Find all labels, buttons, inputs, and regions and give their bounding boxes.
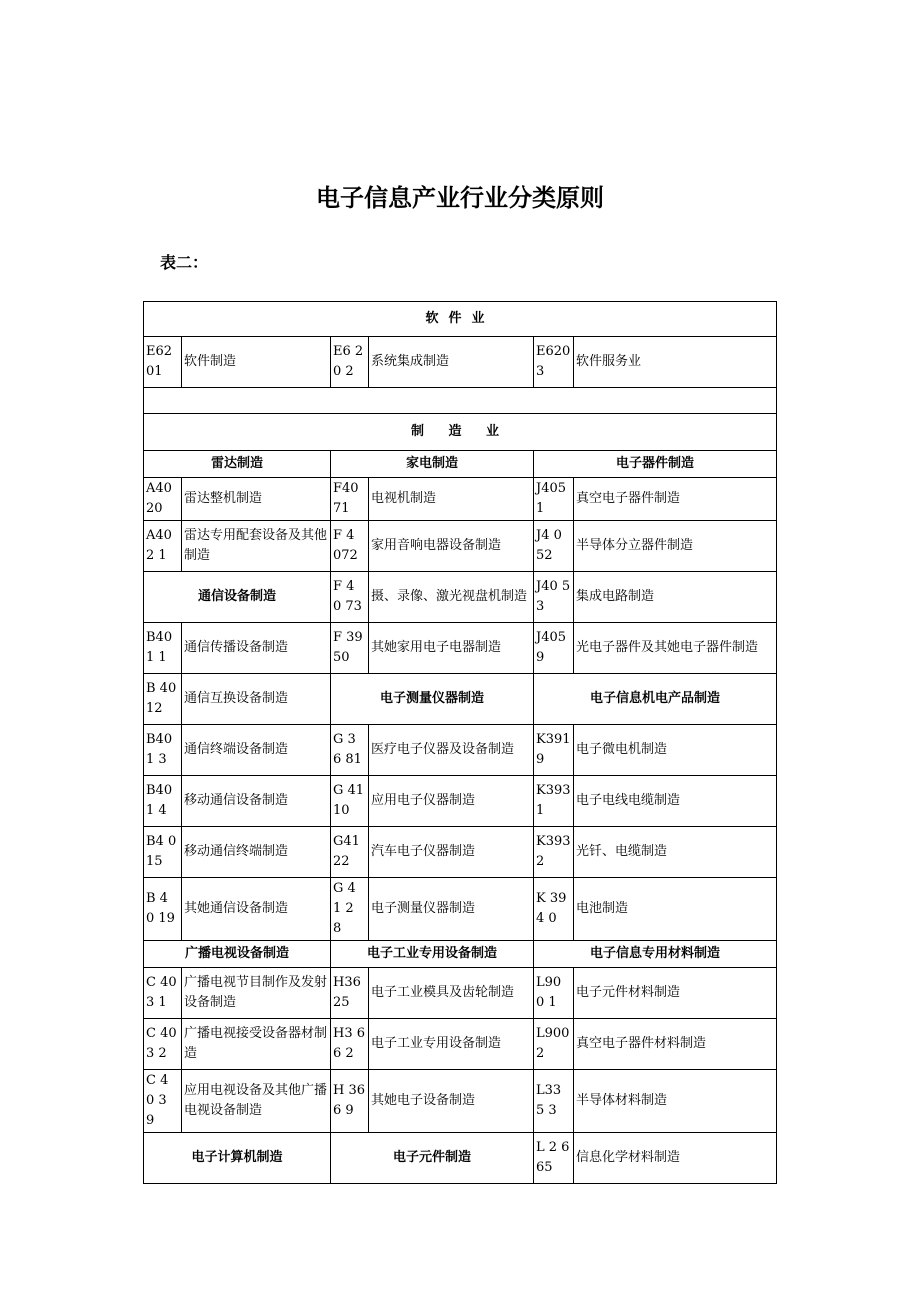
industry-code: J4 0 52 [534,521,574,572]
industry-name: 移动通信终端制造 [182,827,331,878]
table-row [144,521,777,572]
industry-name: 电子电线电缆制造 [574,776,777,827]
industry-code: J405 9 [534,623,574,674]
industry-name: 广播电视节目制作及发射设备制造 [182,968,331,1019]
industry-code: G 4110 [331,776,369,827]
industry-name: 电子工业专用设备制造 [369,1019,534,1070]
table-row [144,674,777,725]
industry-name: 软件服务业 [574,337,777,388]
industry-code: F 4 072 [331,521,369,572]
section-header-manufacturing: 制 造 业 [144,414,777,451]
industry-name: 雷达专用配套设备及其他制造 [182,521,331,572]
industry-code: F 3950 [331,623,369,674]
industry-code: G 4 1 2 8 [331,878,369,941]
industry-name: 电子微电机制造 [574,725,777,776]
industry-code: E6203 [534,337,574,388]
industry-name: 半导体材料制造 [574,1070,777,1133]
industry-code: J4051 [534,478,574,521]
industry-code: K 394 0 [534,878,574,941]
industry-code: A4020 [144,478,182,521]
table-subtitle: 表二： [160,253,209,272]
category-radar: 雷达制造 [144,451,331,478]
table-row [144,878,777,941]
industry-name: 电子元件材料制造 [574,968,777,1019]
industry-code: J40 5 3 [534,572,574,623]
industry-name: 应用电视设备及其他广播电视设备制造 [182,1070,331,1133]
industry-name: 电子测量仪器制造 [369,878,534,941]
industry-classification-table [143,301,777,1184]
industry-code: C 40 3 1 [144,968,182,1019]
industry-code: K393 2 [534,827,574,878]
industry-name: 其她通信设备制造 [182,878,331,941]
industry-name: 应用电子仪器制造 [369,776,534,827]
table-row [144,968,777,1019]
industry-code: B40 1 4 [144,776,182,827]
industry-code: B40 1 1 [144,623,182,674]
table-row [144,827,777,878]
table-row [144,776,777,827]
industry-code: L 2 665 [534,1133,574,1184]
industry-code: B 4012 [144,674,182,725]
industry-name: 雷达整机制造 [182,478,331,521]
industry-name: 信息化学材料制造 [574,1133,777,1184]
manufacturing-header-row [144,414,777,451]
category-industrial: 电子工业专用设备制造 [331,941,534,968]
category-electromech: 电子信息机电产品制造 [534,674,777,725]
empty-cell [144,388,777,414]
industry-code: L33 5 3 [534,1070,574,1133]
industry-name: 真空电子器件材料制造 [574,1019,777,1070]
industry-name: 其她家用电子电器制造 [369,623,534,674]
industry-name: 汽车电子仪器制造 [369,827,534,878]
industry-code: H3 6 6 2 [331,1019,369,1070]
category-device: 电子器件制造 [534,451,777,478]
industry-name: 系统集成制造 [369,337,534,388]
industry-code: E6 2 0 2 [331,337,369,388]
industry-code: K3931 [534,776,574,827]
industry-code: A402 1 [144,521,182,572]
industry-name: 电池制造 [574,878,777,941]
category-appliance: 家电制造 [331,451,534,478]
industry-name: 医疗电子仪器及设备制造 [369,725,534,776]
category-broadcast: 广播电视设备制造 [144,941,331,968]
table-row [144,725,777,776]
industry-code: C 40 3 2 [144,1019,182,1070]
table-row [144,623,777,674]
industry-code: B4 0 15 [144,827,182,878]
industry-name: 光钎、电缆制造 [574,827,777,878]
industry-code: H3625 [331,968,369,1019]
empty-row [144,388,777,414]
section-header-software: 软件业 [144,302,777,337]
industry-code: F4071 [331,478,369,521]
table-row [144,337,777,388]
category-computer: 电子计算机制造 [144,1133,331,1184]
industry-code: E6201 [144,337,182,388]
industry-name: 半导体分立器件制造 [574,521,777,572]
industry-code: B 4 0 19 [144,878,182,941]
industry-code: G4122 [331,827,369,878]
category-material: 电子信息专用材料制造 [534,941,777,968]
industry-name: 电视机制造 [369,478,534,521]
table-row [144,1019,777,1070]
industry-name: 真空电子器件制造 [574,478,777,521]
industry-name: 通信终端设备制造 [182,725,331,776]
industry-name: 电子工业模具及齿轮制造 [369,968,534,1019]
industry-code: L900 2 [534,1019,574,1070]
table-row [144,1133,777,1184]
industry-code: F 4 0 73 [331,572,369,623]
category-header-row [144,451,777,478]
industry-name: 其她电子设备制造 [369,1070,534,1133]
category-measure: 电子测量仪器制造 [331,674,534,725]
industry-name: 光电子器件及其她电子器件制造 [574,623,777,674]
category-header-row [144,941,777,968]
industry-name: 集成电路制造 [574,572,777,623]
industry-name: 通信互换设备制造 [182,674,331,725]
industry-code: C 4 0 3 9 [144,1070,182,1133]
industry-name: 软件制造 [182,337,331,388]
page-title: 电子信息产业行业分类原则 [316,184,604,212]
industry-code: B40 1 3 [144,725,182,776]
table-row [144,478,777,521]
industry-code: G 3 6 81 [331,725,369,776]
industry-code: K391 9 [534,725,574,776]
table-row [144,1070,777,1133]
table-row [144,572,777,623]
industry-name: 移动通信设备制造 [182,776,331,827]
industry-code: L90 0 1 [534,968,574,1019]
industry-name: 摄、录像、激光视盘机制造 [369,572,534,623]
industry-name: 广播电视接受设备器材制造 [182,1019,331,1070]
industry-name: 通信传播设备制造 [182,623,331,674]
category-comm: 通信设备制造 [144,572,331,623]
category-component: 电子元件制造 [331,1133,534,1184]
industry-name: 家用音响电器设备制造 [369,521,534,572]
industry-code: H 36 6 9 [331,1070,369,1133]
software-header-row [144,302,777,337]
